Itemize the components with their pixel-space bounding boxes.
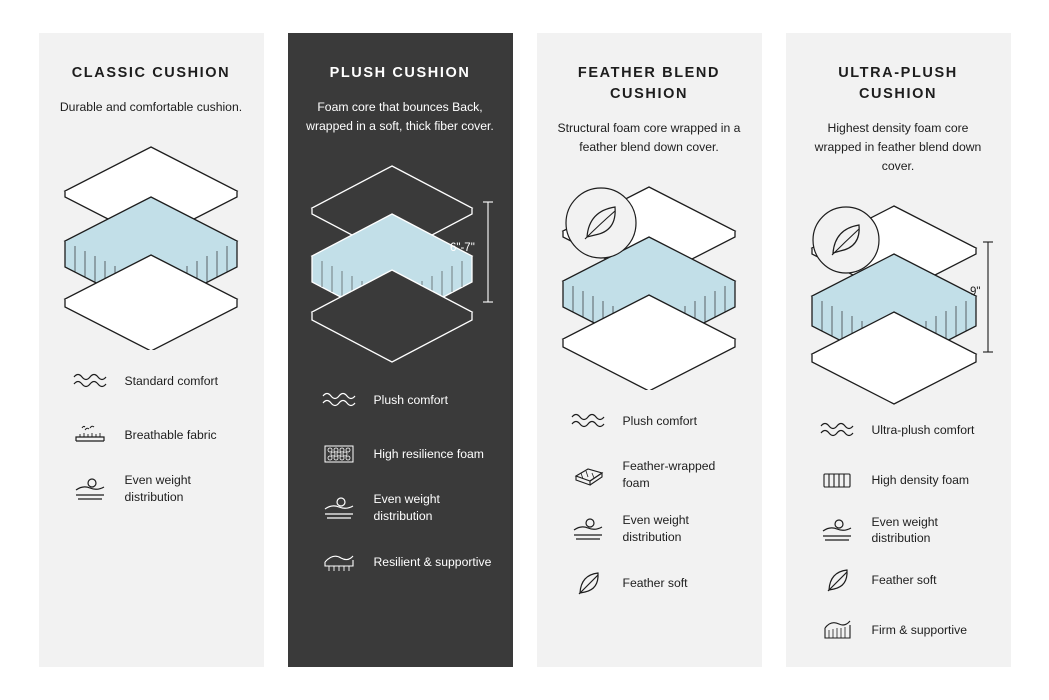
honeycomb-foam-icon bbox=[318, 437, 360, 471]
feature-list bbox=[306, 383, 495, 579]
feature-item bbox=[567, 404, 744, 438]
feature-item bbox=[69, 364, 246, 398]
weight-distribution-icon bbox=[318, 491, 360, 525]
panel-classic-cushion bbox=[39, 33, 264, 667]
feature-label: Feather soft bbox=[871, 572, 937, 587]
feature-label: High density foam bbox=[871, 472, 970, 487]
wave-icon bbox=[567, 404, 609, 438]
feature-item bbox=[816, 613, 993, 647]
panel-title: ULTRA-PLUSH CUSHION bbox=[838, 65, 958, 103]
panel-description: Structural foam core wrapped in a feather blend down cover. bbox=[557, 121, 741, 154]
feature-item bbox=[567, 458, 744, 492]
cushion-exploded-illustration bbox=[51, 135, 251, 350]
wave-icon bbox=[69, 364, 111, 398]
high-density-foam-icon bbox=[816, 463, 858, 497]
feature-item bbox=[816, 463, 993, 497]
feature-label: Plush comfort bbox=[622, 413, 698, 428]
panel-title: PLUSH CUSHION bbox=[329, 65, 471, 81]
feature-list bbox=[57, 364, 246, 506]
height-measure bbox=[483, 202, 493, 302]
leaf-badge bbox=[566, 188, 636, 258]
feature-item bbox=[318, 383, 495, 417]
feather-wrapped-foam-icon bbox=[567, 458, 609, 492]
breathable-fabric-icon bbox=[69, 418, 111, 452]
feature-label: Even weight distribution bbox=[622, 513, 689, 544]
feature-item bbox=[816, 513, 993, 547]
feature-item bbox=[567, 566, 744, 600]
feature-item bbox=[69, 418, 246, 452]
panel-title: FEATHER BLEND CUSHION bbox=[577, 65, 721, 103]
feature-label: Plush comfort bbox=[373, 392, 449, 407]
feature-item bbox=[318, 491, 495, 525]
cushion-exploded-illustration bbox=[549, 175, 749, 390]
leaf-badge bbox=[813, 207, 879, 273]
feature-item bbox=[816, 413, 993, 447]
feature-item bbox=[816, 563, 993, 597]
feature-label: Firm & supportive bbox=[871, 622, 967, 637]
resilient-support-icon bbox=[318, 545, 360, 579]
leaf-icon bbox=[816, 563, 858, 597]
height-label: 9" bbox=[970, 285, 981, 298]
wave-icon bbox=[318, 383, 360, 417]
feature-list bbox=[555, 404, 744, 600]
panel-plush-cushion bbox=[288, 33, 513, 667]
panel-description: Foam core that bounces Back, wrapped in a soft, thick fiber cover. bbox=[306, 100, 494, 133]
feature-label: Breathable fabric bbox=[124, 427, 217, 442]
weight-distribution-icon bbox=[567, 512, 609, 546]
panel-description: Durable and comfortable cushion. bbox=[59, 100, 243, 115]
cushion-exploded-illustration bbox=[300, 154, 500, 369]
feature-label: Resilient & supportive bbox=[373, 554, 492, 569]
feature-label: Even weight distribution bbox=[124, 473, 191, 504]
cushion-exploded-illustration bbox=[798, 194, 998, 399]
wave-icon bbox=[816, 413, 858, 447]
feature-item bbox=[318, 545, 495, 579]
feature-label: Feather soft bbox=[622, 575, 688, 590]
weight-distribution-icon bbox=[816, 513, 858, 547]
leaf-icon bbox=[567, 566, 609, 600]
height-measure bbox=[983, 242, 993, 352]
feature-item bbox=[567, 512, 744, 546]
height-label: 6"-7" bbox=[450, 241, 475, 254]
panel-description: Highest density foam core wrapped in feather blend down cover. bbox=[814, 121, 982, 173]
panel-ultra-plush-cushion bbox=[786, 33, 1011, 667]
feature-label: Ultra-plush comfort bbox=[871, 422, 975, 437]
feature-label: Standard comfort bbox=[124, 373, 218, 388]
feature-item bbox=[69, 472, 246, 506]
firm-support-icon bbox=[816, 613, 858, 647]
feature-label: Even weight distribution bbox=[373, 492, 440, 523]
panel-title: CLASSIC CUSHION bbox=[71, 65, 231, 81]
panel-feather-blend-cushion bbox=[537, 33, 762, 667]
feature-list bbox=[804, 413, 993, 647]
feature-label: Even weight distribution bbox=[871, 514, 938, 545]
feature-label: Feather-wrapped foam bbox=[622, 459, 716, 490]
weight-distribution-icon bbox=[69, 472, 111, 506]
feature-item bbox=[318, 437, 495, 471]
feature-label: High resilience foam bbox=[373, 446, 484, 461]
